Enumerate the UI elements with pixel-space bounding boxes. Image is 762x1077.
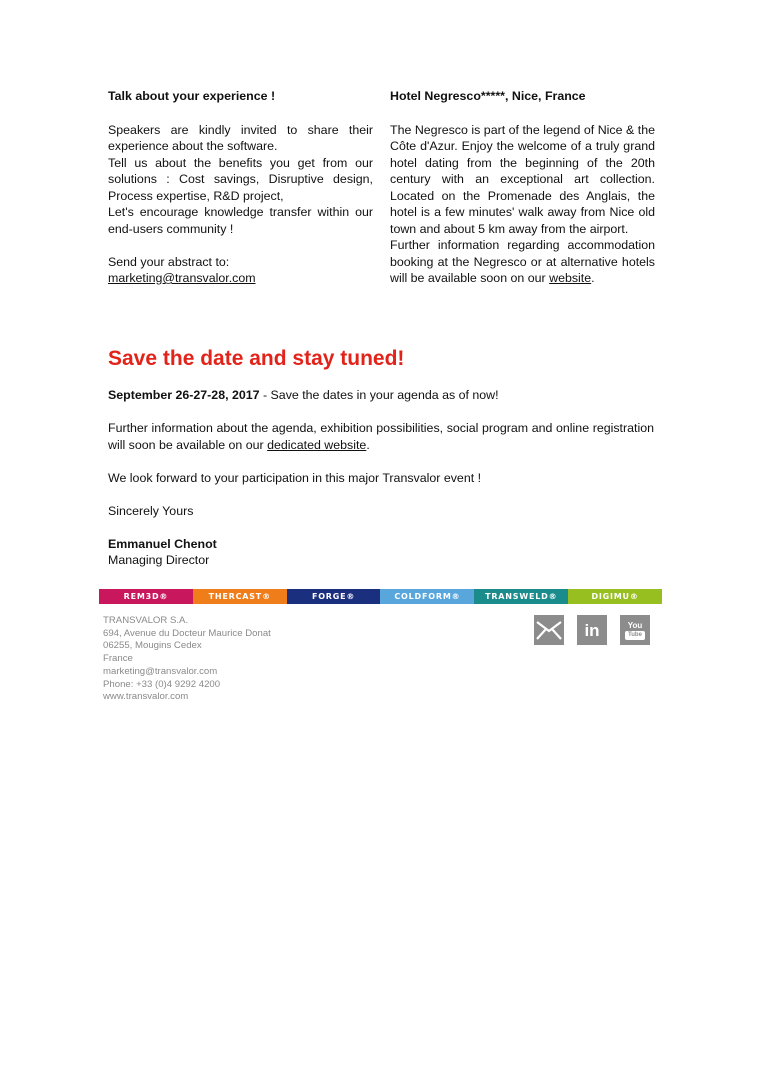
hotel-description: The Negresco is part of the legend of Nice & the Côte d'Azur. Enjoy the welcome of a truly grand hotel dating from the beginning of the 20th century with an exceptional art collection. Located on the Promenade des Anglais, the hotel is a few minutes' walk away from Nice old town and about 5 km away from the airport.	[390, 122, 655, 236]
speakers-invite-text: Speakers are kindly invited to share their experience about the software.	[108, 122, 373, 153]
product-brand-bar	[99, 589, 662, 604]
abstract-label: Send your abstract to:	[108, 254, 230, 269]
company-website-link[interactable]: www.transvalor.com	[103, 691, 189, 703]
hotel-website-link[interactable]: website	[549, 271, 592, 285]
brand-coldform: COLDFORM®	[380, 589, 474, 604]
company-country: France	[103, 653, 133, 665]
hotel-column	[390, 88, 655, 287]
hotel-heading: Hotel Negresco*****, Nice, France	[390, 89, 586, 103]
dedicated-website-link[interactable]: dedicated website	[267, 437, 367, 452]
youtube-icon[interactable]	[620, 615, 650, 645]
company-email-link[interactable]: marketing@transvalor.com	[103, 665, 218, 677]
brand-rem3d: REM3D®	[99, 589, 193, 604]
speakers-benefits-text: Tell us about the benefits you get from our solutions : Cost savings, Disruptive design, Process expertise, R&D project,	[108, 155, 373, 203]
company-name: TRANSVALOR S.A.	[103, 615, 189, 626]
company-address-line1: 694, Avenue du Docteur Maurice Donat	[103, 627, 271, 639]
brand-forge: FORGE®	[287, 589, 381, 604]
brand-thercast: THERCAST®	[193, 589, 287, 604]
linkedin-icon[interactable]	[577, 615, 607, 645]
closing-text: Sincerely Yours	[108, 503, 194, 518]
company-address-line2: 06255, Mougins Cedex	[103, 640, 202, 652]
signer-name: Emmanuel Chenot	[108, 536, 217, 551]
save-the-date-section	[108, 345, 654, 569]
company-phone: Phone: +33 (0)4 9292 4200	[103, 678, 221, 690]
company-contact-block	[103, 615, 271, 704]
event-dates-line: September 26-27-28, 2017 - Save the dates in your agenda as of now!	[108, 388, 499, 402]
brand-digimu: DIGIMU®	[568, 589, 662, 604]
brand-transweld: TRANSWELD®	[474, 589, 568, 604]
envelope-icon[interactable]	[534, 615, 564, 645]
hotel-booking-text: Further information regarding accommodation booking at the Negresco or at alternative hotels will be available soon on our website.	[390, 238, 655, 285]
speakers-column	[108, 88, 373, 287]
event-dates: September 26-27-28, 2017	[108, 388, 260, 402]
linkedin-label: in	[584, 620, 600, 640]
envelope-icon-graphic	[536, 620, 562, 640]
signer-title: Managing Director	[108, 553, 210, 567]
youtube-label-top: You	[627, 620, 643, 630]
youtube-label-bottom: Tube	[625, 631, 645, 640]
more-info-text: Further information about the agenda, exhibition possibilities, social program and online registration will soon be available on our dedicated website.	[108, 421, 654, 452]
look-forward-text: We look forward to your participation in this major Transvalor event !	[108, 470, 482, 485]
abstract-email-link[interactable]: marketing@transvalor.com	[108, 271, 256, 285]
speakers-knowledge-text: Let's encourage knowledge transfer within our end-users community !	[108, 205, 373, 236]
speakers-heading: Talk about your experience !	[108, 89, 276, 103]
save-the-date-title: Save the date and stay tuned!	[108, 347, 405, 370]
